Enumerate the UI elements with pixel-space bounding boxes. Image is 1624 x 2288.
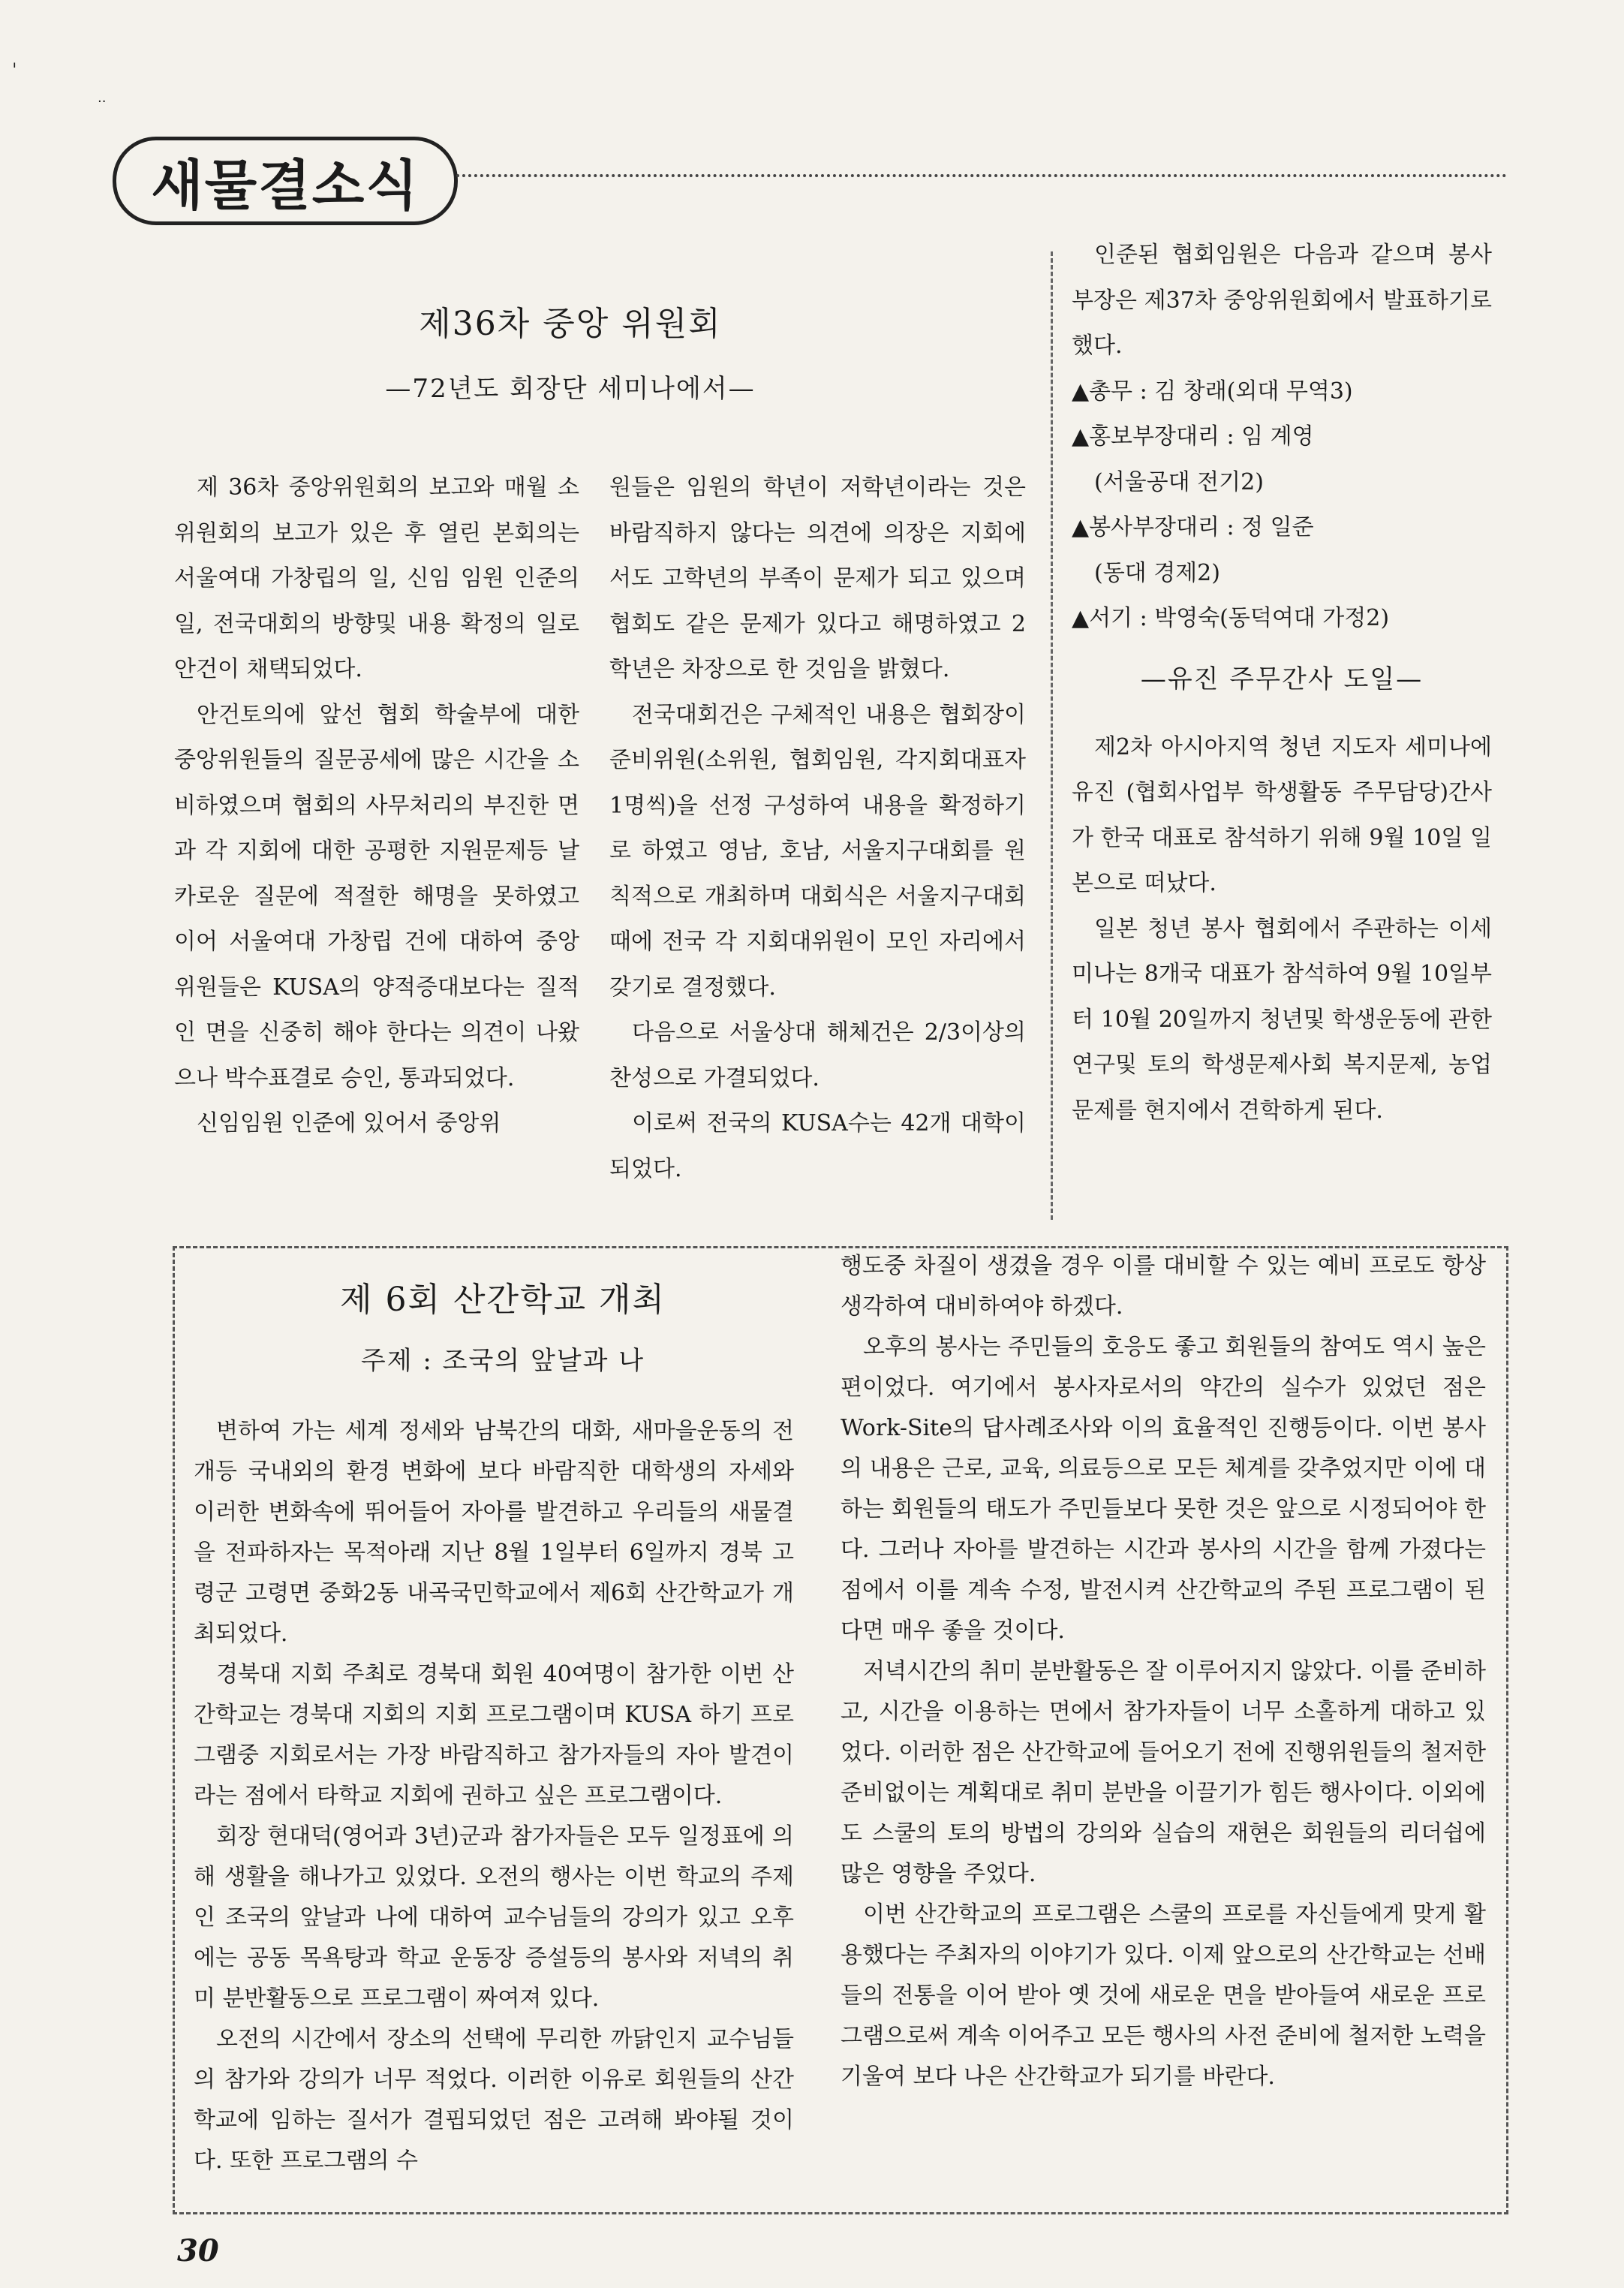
paragraph: 변하여 가는 세계 정세와 남북간의 대화, 새마을운동의 전개등 국내외의 환경 변화에 보다 바람직한 대학생의 자세와 이러한 변화속에 뛰어들어 자아를 발견하고 우리들의 새물결을 전파하자는 목적아래 지난 8월 1일부터 6일까지 경북 고령군 고령면 중화2동 내곡국민학교에서 제6회 산간학교가 개최되었다. <box>194 1418 794 1647</box>
article1-column-1 <box>174 465 579 1147</box>
header-dotted-rule <box>456 174 1507 177</box>
paragraph: 저녁시간의 취미 분반활동은 잘 이루어지지 않았다. 이를 준비하고, 시간을 이용하는 면에서 참가자들이 너무 소홀하게 대하고 있었다. 이러한 점은 산간학교에 들어오기 전에 진행위원들의 철저한 준비없이는 계획대로 취미 분반을 이끌기가 힘든 행사이다. 이외에도 스쿨의 토의 방법의 강의와 실습의 재현은 회원들의 리더쉽에 많은 영향을 주었다. <box>841 1658 1486 1887</box>
article1-title: 제36차 중앙 위원회 <box>419 305 722 343</box>
page-number: 30 <box>177 2233 219 2268</box>
officer-line: ▲봉사부장대리 : 정 일준 <box>1072 514 1314 540</box>
scan-mark: ˈ <box>12 60 17 81</box>
logo-text: 새물결소식 <box>151 154 420 217</box>
paragraph: 전국대회건은 구체적인 내용은 협회장이 준비위원(소위원, 협회임원, 각지회대표자 1명씩)을 선정 구성하여 내용을 확정하기로 하였고 영남, 호남, 서울지구대회를 원칙적으로 개최하며 대회식은 서울지구대회때에 전국 각 지회대위원이 모인 자리에서 갖기로 결정했다. <box>609 701 1026 1001</box>
article2-column-right <box>841 1246 1486 2097</box>
sidebar-subhead: —유진 주무간사 도일— <box>1140 664 1424 694</box>
sidebar-column <box>1072 233 1492 1133</box>
paragraph: 경북대 지회 주최로 경북대 회원 40여명이 참가한 이번 산간학교는 경북대 지회의 지회 프로그램이며 KUSA 하기 프로그램중 지회로서는 가장 바람직하고 참가자들의 자아 발견이라는 점에서 타학교 지회에 권하고 싶은 프로그램이다. <box>194 1661 794 1809</box>
officer-line: ▲서기 : 박영숙(동덕여대 가정2) <box>1072 605 1390 631</box>
paragraph: 일본 청년 봉사 협회에서 주관하는 이세미나는 8개국 대표가 참석하여 9월 10일부터 10월 20일까지 청년및 학생운동에 관한 연구및 토의 학생문제사회 복지문제, 농업문제를 현지에서 견학하게 된다. <box>1072 915 1492 1124</box>
article1-subtitle: —72년도 회장단 세미나에서— <box>385 374 756 404</box>
section-logo <box>113 137 458 225</box>
paragraph: 오후의 봉사는 주민들의 호응도 좋고 회원들의 참여도 역시 높은 편이었다. 여기에서 봉사자로서의 약간의 실수가 있었던 점은 Work-Site의 답사례조사와 이의 효율적인 진행등이다. 이번 봉사의 내용은 근로, 교육, 의료등으로 모든 체계를 갖추었지만 이에 대하는 회원들의 태도가 주민들보다 못한 것은 앞으로 시정되어야 한다. 그러나 자아를 발견하는 시간과 봉사의 시간을 함께 가졌다는 점에서 이를 계속 수정, 발전시켜 산간학교의 주된 프로그램이 된다면 매우 좋을 것이다. <box>841 1334 1486 1644</box>
paragraph: 제 36차 중앙위원회의 보고와 매월 소위원회의 보고가 있은 후 열린 본회의는 서울여대 가창립의 일, 신임 임원 인준의 일, 전국대회의 방향및 내용 확정의 일로 안건이 채택되었다. <box>174 474 579 682</box>
officer-line: ▲홍보부장대리 : 임 계영 <box>1072 423 1314 450</box>
officer-line: ▲총무 : 김 창래(외대 무역3) <box>1072 378 1353 405</box>
article1-column-2 <box>609 465 1026 1192</box>
paragraph: 행도중 차질이 생겼을 경우 이를 대비할 수 있는 예비 프로도 항상 생각하여 대비하여야 하겠다. <box>841 1253 1486 1320</box>
paragraph: 제2차 아시아지역 청년 지도자 세미나에 유진 (협회사업부 학생활동 주무담당)간사가 한국 대표로 참석하기 위해 9월 10일 일본으로 떠났다. <box>1072 733 1492 896</box>
paragraph: 안건토의에 앞선 협회 학술부에 대한 중앙위원들의 질문공세에 많은 시간을 소비하였으며 협회의 사무처리의 부진한 면과 각 지회에 대한 공평한 지원문제등 날카로운 질문에 적절한 해명을 못하였고 이어 서울여대 가창립 건에 대하여 중앙위원들은 KUSA의 양적증대보다는 질적인 면을 신중히 해야 한다는 의견이 나왔으나 박수표결로 승인, 통과되었다. <box>174 701 579 1091</box>
officer-line: (동대 경제2) <box>1094 559 1220 586</box>
scan-mark: .. <box>98 90 107 106</box>
paragraph: 회장 현대덕(영어과 3년)군과 참가자들은 모두 일정표에 의해 생활을 해나가고 있었다. 오전의 행사는 이번 학교의 주제인 조국의 앞날과 나에 대하여 교수님들의 강의가 있고 오후에는 공동 목욕탕과 학교 운동장 증설등의 봉사와 저녁의 취미 분반활동으로 프로그램이 짜여져 있다. <box>194 1823 794 2012</box>
column-divider <box>1051 251 1053 1220</box>
officer-line: (서울공대 전기2) <box>1094 468 1264 495</box>
paragraph: 신임임원 인준에 있어서 중앙위 <box>197 1110 501 1136</box>
paragraph: 다음으로 서울상대 해체건은 2/3이상의 찬성으로 가결되었다. <box>609 1019 1026 1091</box>
paragraph: 오전의 시간에서 장소의 선택에 무리한 까닭인지 교수님들의 참가와 강의가 너무 적었다. 이러한 이유로 회원들의 산간학교에 임하는 질서가 결핍되었던 점은 고려해 봐야될 것이다. 또한 프로그램의 수 <box>194 2026 794 2174</box>
paragraph: 이번 산간학교의 프로그램은 스쿨의 프로를 자신들에게 맞게 활용했다는 주최자의 이야기가 있다. 이제 앞으로의 산간학교는 선배들의 전통을 이어 받아 옛 것에 새로운 면을 받아들여 새로운 프로그램으로써 계속 이어주고 모든 행사의 사전 준비에 철저한 노력을 기울여 보다 나은 산간학교가 되기를 바란다. <box>841 1901 1486 2090</box>
article2-column-left <box>194 1411 794 2181</box>
paragraph: 이로써 전국의 KUSA수는 42개 대학이 되었다. <box>609 1110 1026 1182</box>
article2-subtitle: 주제 : 조국의 앞날과 나 <box>360 1346 645 1376</box>
article2-title: 제 6회 산간학교 개최 <box>340 1281 666 1319</box>
sidebar-intro: 인준된 협회임원은 다음과 같으며 봉사부장은 제37차 중앙위원회에서 발표하기로했다. <box>1072 242 1492 359</box>
paragraph: 원들은 임원의 학년이 저학년이라는 것은 바람직하지 않다는 의견에 의장은 지회에서도 고학년의 부족이 문제가 되고 있으며 협회도 같은 문제가 있다고 해명하였고 2학년은 차장으로 한 것임을 밝혔다. <box>609 474 1026 682</box>
